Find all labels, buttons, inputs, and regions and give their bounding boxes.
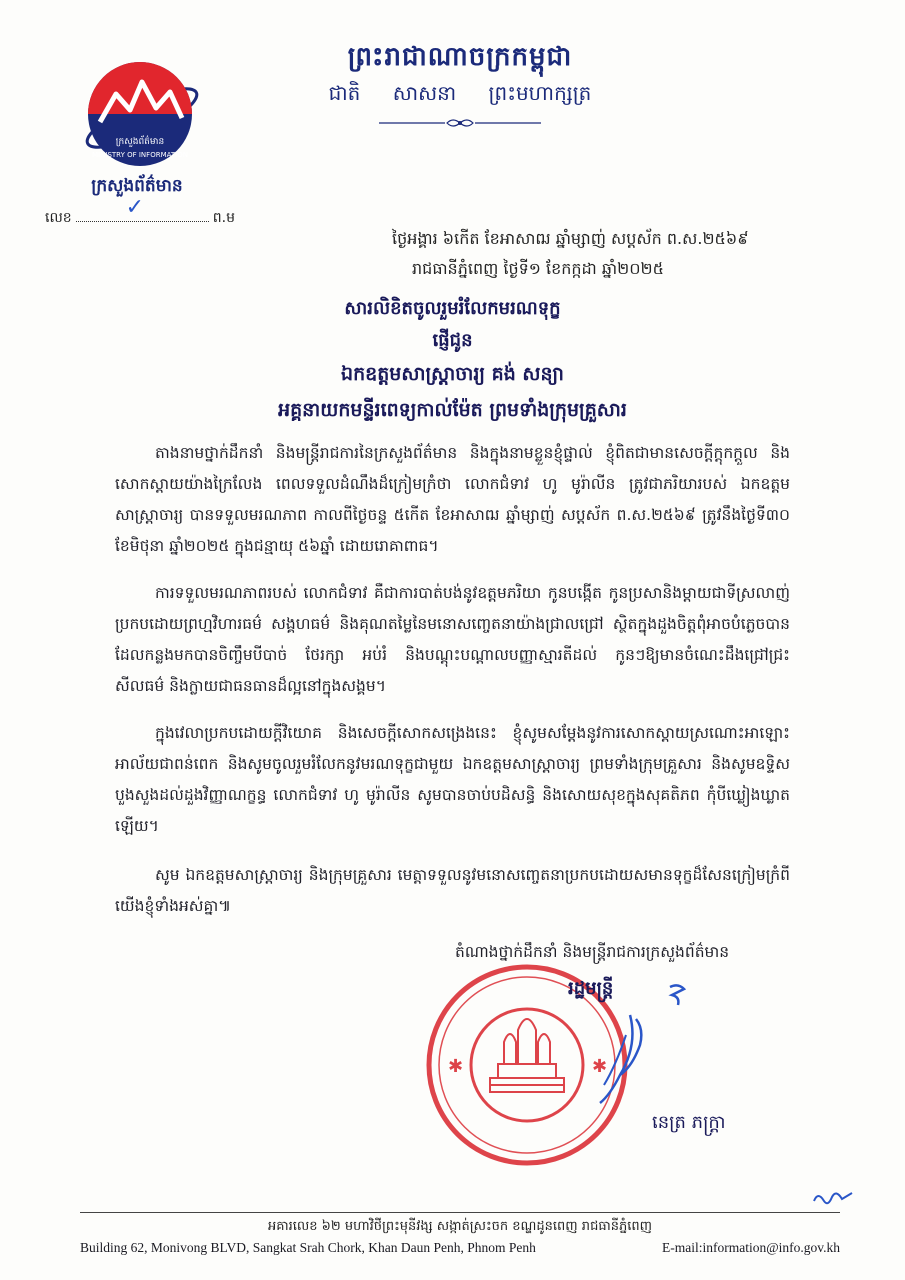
kingdom-title: ព្រះរាជាណាចក្រកម្ពុជា	[347, 42, 573, 72]
ministry-name: ក្រសួងព័ត៌មាន	[91, 176, 183, 196]
letter-title: សារលិខិតចូលរួមរំលែកមរណទុក្ខ	[344, 298, 561, 319]
footer-address-khmer: អគារលេខ ៦២ មហាវិថីព្រះមុនីវង្ស សង្កាត់ស្រះចក ខណ្ឌដូនពេញ រាជធានីភ្នំពេញ	[268, 1219, 652, 1234]
body-paragraph-1: តាងនាមថ្នាក់ដឹកនាំ និងមន្ត្រីរាជការនៃក្រសួងព័ត៌មាន និងក្នុងនាមខ្លួនខ្ញុំផ្ទាល់ ខ្ញុំពិតជាមានសេចក្តីក្តុកក្តួល និងសោកស្តាយយ៉ាងក្រៃលែង ពេលទទួលដំណឹងដ៏ក្រៀមក្រំថា លោកជំទាវ ហូ មូរ៉ាលីន ត្រូវជាភរិយារបស់ ឯកឧត្តមសាស្ត្រាចារ្យ បានទទួលមរណភាព កាលពីថ្ងៃចន្ទ ៥កើត ខែអាសាឍ ឆ្នាំម្សាញ់ សប្តស័ក ព.ស.២៥៦៩ ត្រូវនឹងថ្ងៃទី៣០ ខែមិថុនា ឆ្នាំ២០២៥ ក្នុងជន្មាយុ ៥៦ឆ្នាំ ដោយរោគាពាធ។	[115, 444, 790, 555]
reference-number	[45, 195, 235, 229]
addressed-to-label: ផ្ញើជូន	[432, 330, 473, 351]
on-behalf-line: តំណាងថ្នាក់ដឹកនាំ និងមន្ត្រីរាជការក្រសួងព័ត៌មាន	[455, 943, 730, 961]
page-initial-mark	[808, 1183, 858, 1209]
footer-email: E-mail:information@info.gov.kh	[661, 1240, 840, 1255]
footer-address-english: Building 62, Monivong BLVD, Sangkat Srah Chork, Khan Daun Penh, Phnom Penh	[80, 1240, 536, 1255]
footer-contact	[80, 1240, 840, 1256]
ornament-divider	[375, 116, 545, 130]
minister-title: រដ្ឋមន្ត្រី	[568, 978, 614, 999]
logo-kh-text: ក្រសួងព័ត៌មាន	[115, 137, 165, 147]
body-paragraph-3: ក្នុងវេលាប្រកបដោយក្តីវិយោគ និងសេចក្តីសោកសង្រេងនេះ ខ្ញុំសូមសម្តែងនូវការសោកស្តាយស្រណោះអាឡោះអាល័យជាពន់ពេក និងសូមចូលរួមរំលែកនូវមរណទុក្ខជាមួយ ឯកឧត្តមសាស្ត្រាចារ្យ ព្រមទាំងក្រុមគ្រួសារ និងសូមឧទ្ទិសបួងសួងដល់ដួងវិញ្ញាណក្ខន្ធ លោកជំទាវ ហូ មូរ៉ាលីន សូមបានចាប់បដិសន្ធិ និងសោយសុខក្នុងសុគតិភព កុំបីឃ្លៀងឃ្លាតឡើយ។	[115, 724, 790, 835]
body-paragraph-2: ការទទួលមរណភាពរបស់ លោកជំទាវ គឺជាការបាត់បង់នូវឧត្តមភរិយា កូនបង្កើត កូនប្រសានិងម្តាយជាទីស្រលាញ់ប្រកបដោយព្រហ្មវិហារធម៌ សង្គហធម៌ និងគុណតម្លៃនៃមនោសញ្ចេតនាយ៉ាងជ្រាលជ្រៅ ស្ថិតក្នុងដួងចិត្តពុំអាចបំភ្លេចបាន ដែលកន្លងមកបានចិញ្ចឹមបីបាច់ ថែរក្សា អប់រំ និងបណ្តុះបណ្តាលបញ្ញាស្មារតីដល់ កូនៗឱ្យមានចំណេះដឹងជ្រៅជ្រះ សីលធម៌ និងក្លាយជាធនធានដ៏ល្អនៅក្នុងសង្គម។	[115, 584, 790, 695]
signer-name: នេត្រ ភក្ត្រា	[652, 1112, 726, 1133]
ref-suffix: ព.ម	[212, 210, 235, 226]
logo-en-text: MINISTRY OF INFORMATION	[92, 151, 188, 159]
ref-dots	[76, 195, 209, 222]
ref-prefix: លេខ	[45, 210, 72, 226]
checkmark-icon: ✓	[125, 195, 145, 220]
lunar-date: ថ្ងៃអង្គារ ៦កើត ខែអាសាឍ ឆ្នាំម្សាញ់ សប្តស័ក ព.ស.២៥៦៩	[392, 229, 749, 248]
recipient-position: អគ្គនាយកមន្ទីរពេទ្យកាល់ម៉ែត ព្រមទាំងក្រុមគ្រួសារ	[278, 399, 627, 421]
national-motto: ជាតិ សាសនា ព្រះមហាក្សត្រ	[328, 81, 592, 105]
body-paragraph-4: សូម ឯកឧត្តមសាស្ត្រាចារ្យ និងក្រុមគ្រួសារ មេត្តាទទួលនូវមនោសញ្ចេតនាប្រកបដោយសមានទុក្ខដ៏សែនក្រៀមក្រំពីយើងខ្ញុំទាំងអស់គ្នា៕	[115, 866, 790, 915]
svg-text:✱: ✱	[592, 1056, 608, 1077]
footer-divider	[80, 1212, 840, 1213]
ministry-logo	[78, 52, 206, 180]
svg-text:✱: ✱	[448, 1056, 464, 1077]
recipient-name: ឯកឧត្តមសាស្ត្រាចារ្យ គង់ សន្យា	[341, 363, 564, 385]
solar-date: រាជធានីភ្នំពេញ ថ្ងៃទី១ ខែកក្កដា ឆ្នាំ២០២៥	[412, 259, 664, 278]
